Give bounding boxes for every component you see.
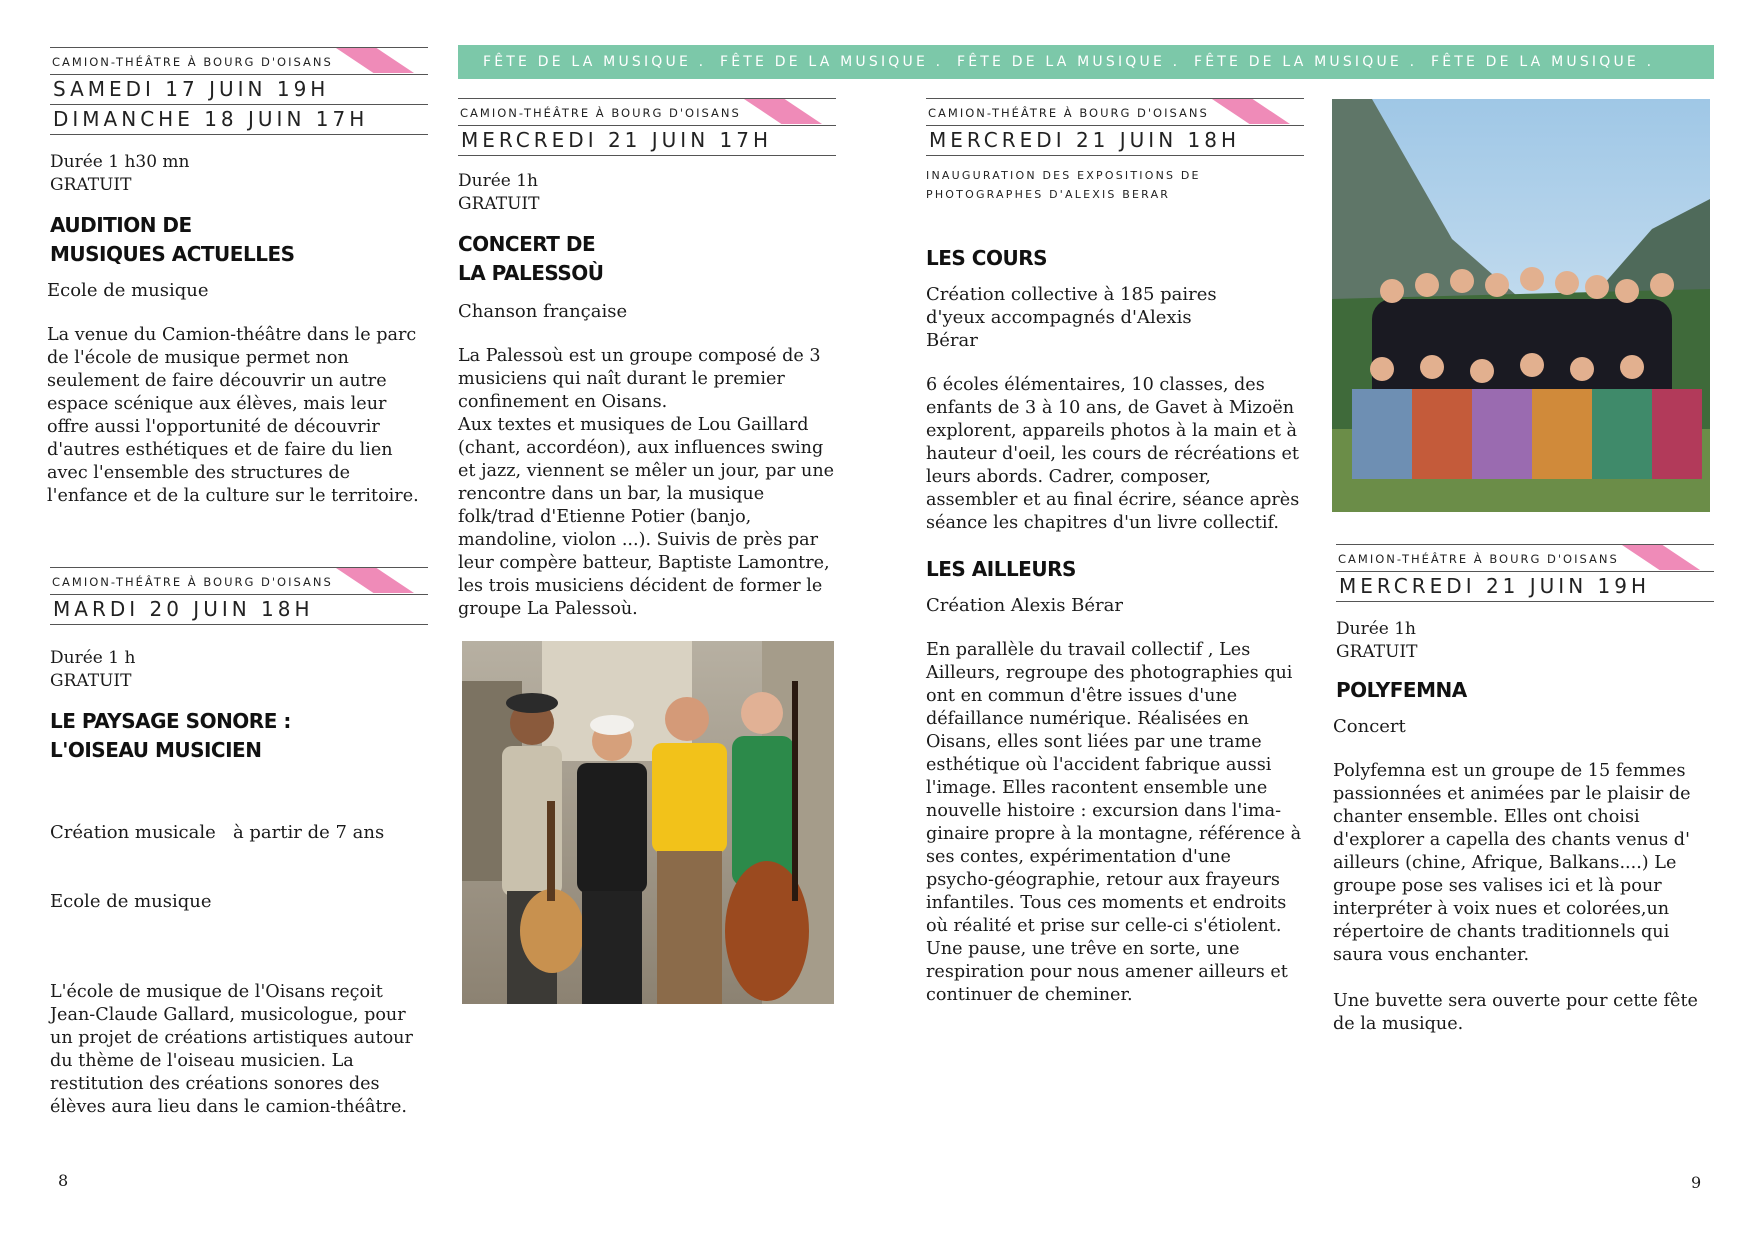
event-description: Polyfemna est un groupe de 15 femmes passionnées et animées par le plaisir de chanter ensemble. Elles ont choisi d'explorer a capella des chants venus d' ailleurs (chine, Afrique, Balkans....) Le groupe pose ses valises ici et là pour interpréter à voix nues et colorées,un répertoire de chants traditionnels qui saura vous enchanter. Une buvette sera ouverte pour cette fête de la musique. xyxy=(1333,761,1698,1034)
banner-text: FÊTE DE LA MUSIQUE . xyxy=(956,54,1181,70)
event-description: L'école de musique de l'Oisans reçoit Jean-Claude Gallard, musicologue, pour un projet de créations artistiques autour du thème de l'oiseau musicien. La restitution des créations sonores des élèves aura lieu dans le camion-théâtre. xyxy=(50,982,413,1117)
duration: Durée 1h xyxy=(458,171,538,191)
venue-bar xyxy=(50,47,428,75)
event-description: La venue du Camion-théâtre dans le parc de l'école de musique permet non seulement de faire découvrir un autre espace scénique aux élèves, mais leur offre aussi l'opportunité de découvrir d'autres esthétiques et de faire du lien avec l'ensemble des structures de l'enfance et de la culture sur le territoire. xyxy=(47,325,419,506)
pink-stripe-decoration xyxy=(336,568,414,593)
price: GRATUIT xyxy=(50,175,132,195)
event-polyfemna xyxy=(1333,544,1714,1036)
price: GRATUIT xyxy=(1336,642,1418,662)
event-date: MERCREDI 21 JUIN 17H xyxy=(458,126,836,156)
section-description: 6 écoles élémentaires, 10 classes, des enfants de 3 à 10 ans, de Gavet à Mizoën explorent, appareils photos à la main et à hauteur d'oeil, les cours de récréations et leurs abords. Cadrer, composer, assembler et au final écrire, séance après séance les chapitres d'un livre collectif. xyxy=(926,375,1300,533)
event-subtitle: Chanson française xyxy=(458,301,628,322)
duration: Durée 1 h xyxy=(50,648,136,668)
event-description: La Palessoù est un groupe composé de 3 musiciens qui naît durant le premier confinement en Oisans. Aux textes et musiques de Lou Gaillard (chant, accordéon), aux influences swing et jazz, viennent se mêler un jour, par une rencontre dans un bar, la musique folk/trad d'Etienne Potier (banjo, mandoline, violon ...). Suivis de près par leur compère batteur, Baptiste Lamontre, les trois musiciens décident de former le groupe La Palessoù. xyxy=(458,346,835,619)
event-meta xyxy=(50,647,428,693)
event-expositions xyxy=(926,98,1304,1007)
section-subtitle: Création Alexis Bérar xyxy=(926,595,1123,616)
pink-stripe-decoration xyxy=(744,99,822,124)
venue-label: CAMION-THÉÂTRE À BOURG D'OISANS xyxy=(52,575,333,589)
event-audition xyxy=(47,47,428,508)
duration: Durée 1h xyxy=(1336,619,1416,639)
pink-stripe-decoration xyxy=(336,48,414,73)
venue-bar xyxy=(458,98,836,126)
pink-stripe-decoration xyxy=(1622,545,1700,570)
event-title: POLYFEMNA xyxy=(1336,678,1467,702)
section-title: LES AILLEURS xyxy=(926,557,1076,581)
event-subtitle: Ecole de musique xyxy=(47,280,209,301)
band-photo-image xyxy=(462,641,834,1004)
event-date: MERCREDI 21 JUIN 18H xyxy=(926,126,1304,156)
venue-bar xyxy=(926,98,1304,126)
event-title: AUDITION DE MUSIQUES ACTUELLES xyxy=(50,213,295,266)
event-meta xyxy=(1336,618,1714,664)
event-title: LE PAYSAGE SONORE : L'OISEAU MUSICIEN xyxy=(50,709,291,762)
banner-text: FÊTE DE LA MUSIQUE . xyxy=(483,54,707,70)
event-note: INAUGURATION DES EXPOSITIONS DE PHOTOGRAPHES D'ALEXIS BERAR xyxy=(926,169,1201,201)
event-meta xyxy=(50,151,428,197)
banner-text: FÊTE DE LA MUSIQUE . xyxy=(1430,54,1655,70)
event-date: DIMANCHE 18 JUIN 17H xyxy=(50,105,428,135)
event-meta xyxy=(458,170,836,216)
banner-text: FÊTE DE LA MUSIQUE . xyxy=(1193,54,1418,70)
choir-photo xyxy=(1332,99,1710,512)
fete-de-la-musique-banner xyxy=(458,45,1714,79)
event-palessou xyxy=(458,98,836,621)
event-date: MARDI 20 JUIN 18H xyxy=(50,595,428,625)
section-description: En parallèle du travail collectif , Les Ailleurs, regroupe des photographies qui ont en commun d'être issues d'une défaillance numérique. Réalisées en Oisans, elles sont liées par une trame esthétique où l'accident fabrique aussi l'image. Elles racontent ensemble une nouvelle histoire : excursion dans l'ima-ginaire propre à la montagne, référence à ses contes, expérimentation d'une psycho-géographie, retour aux frayeurs infantiles. Tous ces moments et endroits où réalité et prise sur celle-ci s'étiolent. Une pause, une trêve en sorte, une respiration pour nous amener ailleurs et continuer de cheminer. xyxy=(926,640,1302,1005)
event-paysage-sonore xyxy=(50,567,428,1119)
price: GRATUIT xyxy=(50,671,132,691)
venue-bar xyxy=(1336,544,1714,572)
event-title: CONCERT DE LA PALESSOÙ xyxy=(458,232,604,285)
venue-label: CAMION-THÉÂTRE À BOURG D'OISANS xyxy=(460,106,741,120)
venue-bar xyxy=(50,567,428,595)
section-title: LES COURS xyxy=(926,246,1047,270)
event-date: MERCREDI 21 JUIN 19H xyxy=(1336,572,1714,602)
page-number-left: 8 xyxy=(58,1171,69,1190)
duration: Durée 1 h30 mn xyxy=(50,152,190,172)
choir-photo-image xyxy=(1332,99,1710,512)
page-number-right: 9 xyxy=(1691,1173,1702,1192)
price: GRATUIT xyxy=(458,194,540,214)
section-subtitle: Création collective à 185 paires d'yeux accompagnés d'Alexis Bérar xyxy=(926,284,1217,351)
venue-label: CAMION-THÉÂTRE À BOURG D'OISANS xyxy=(1338,552,1619,566)
pink-stripe-decoration xyxy=(1212,99,1290,124)
venue-label: CAMION-THÉÂTRE À BOURG D'OISANS xyxy=(928,106,1209,120)
event-subtitle: Concert xyxy=(1333,716,1406,737)
event-subtitle: Création musicale à partir de 7 ans Ecole de musique xyxy=(50,822,385,912)
band-photo xyxy=(462,641,834,1004)
event-date: SAMEDI 17 JUIN 19H xyxy=(50,75,428,105)
banner-text: FÊTE DE LA MUSIQUE . xyxy=(719,54,944,70)
venue-label: CAMION-THÉÂTRE À BOURG D'OISANS xyxy=(52,55,333,69)
